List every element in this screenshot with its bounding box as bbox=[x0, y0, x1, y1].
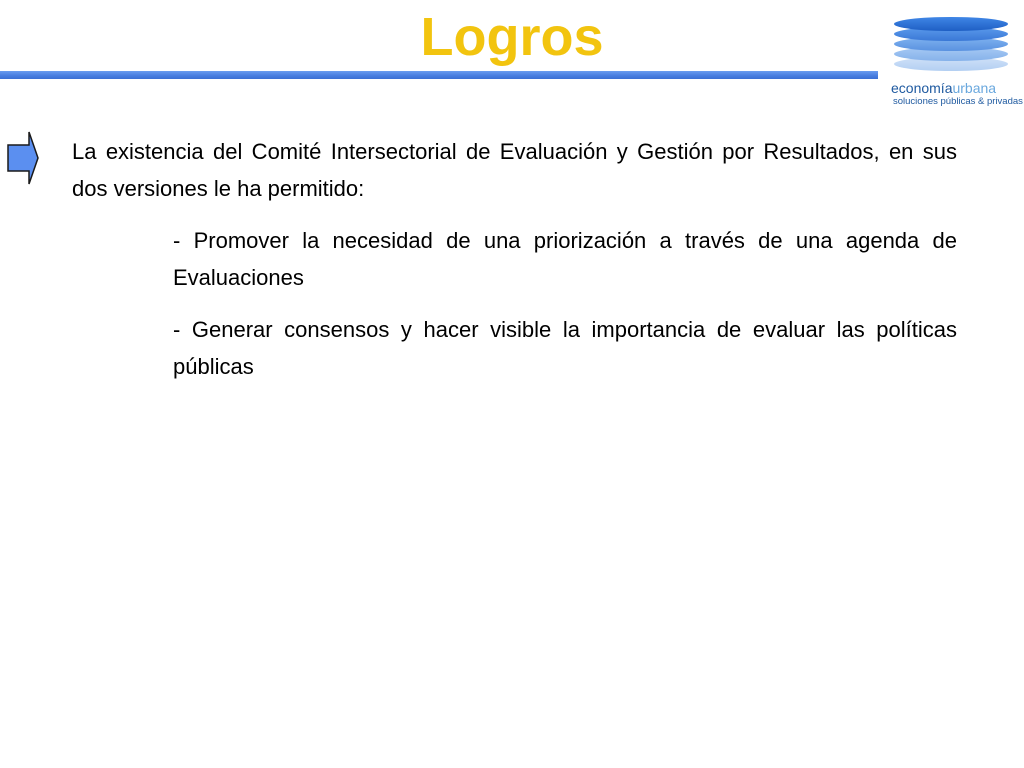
stacked-discs-icon bbox=[888, 12, 1016, 78]
intro-paragraph: La existencia del Comité Intersectorial de Evaluación y Gestión por Resultados, en sus dos versiones le ha permitido: bbox=[72, 139, 957, 201]
logo-tagline: soluciones públicas & privadas bbox=[893, 96, 1023, 107]
logo-wordmark bbox=[891, 80, 996, 96]
logo-word-part2: urbana bbox=[952, 80, 997, 96]
title-underline bbox=[0, 71, 878, 79]
arrow-right-icon bbox=[7, 130, 39, 186]
logo-word-part1: economía bbox=[891, 80, 953, 96]
bullet-point: - Generar consensos y hacer visible la importancia de evaluar las políticas públicas bbox=[173, 317, 957, 379]
slide-title: Logros bbox=[420, 7, 604, 67]
bullet-point: - Promover la necesidad de una priorización a través de una agenda de Evaluaciones bbox=[173, 228, 957, 290]
company-logo bbox=[888, 12, 1023, 112]
